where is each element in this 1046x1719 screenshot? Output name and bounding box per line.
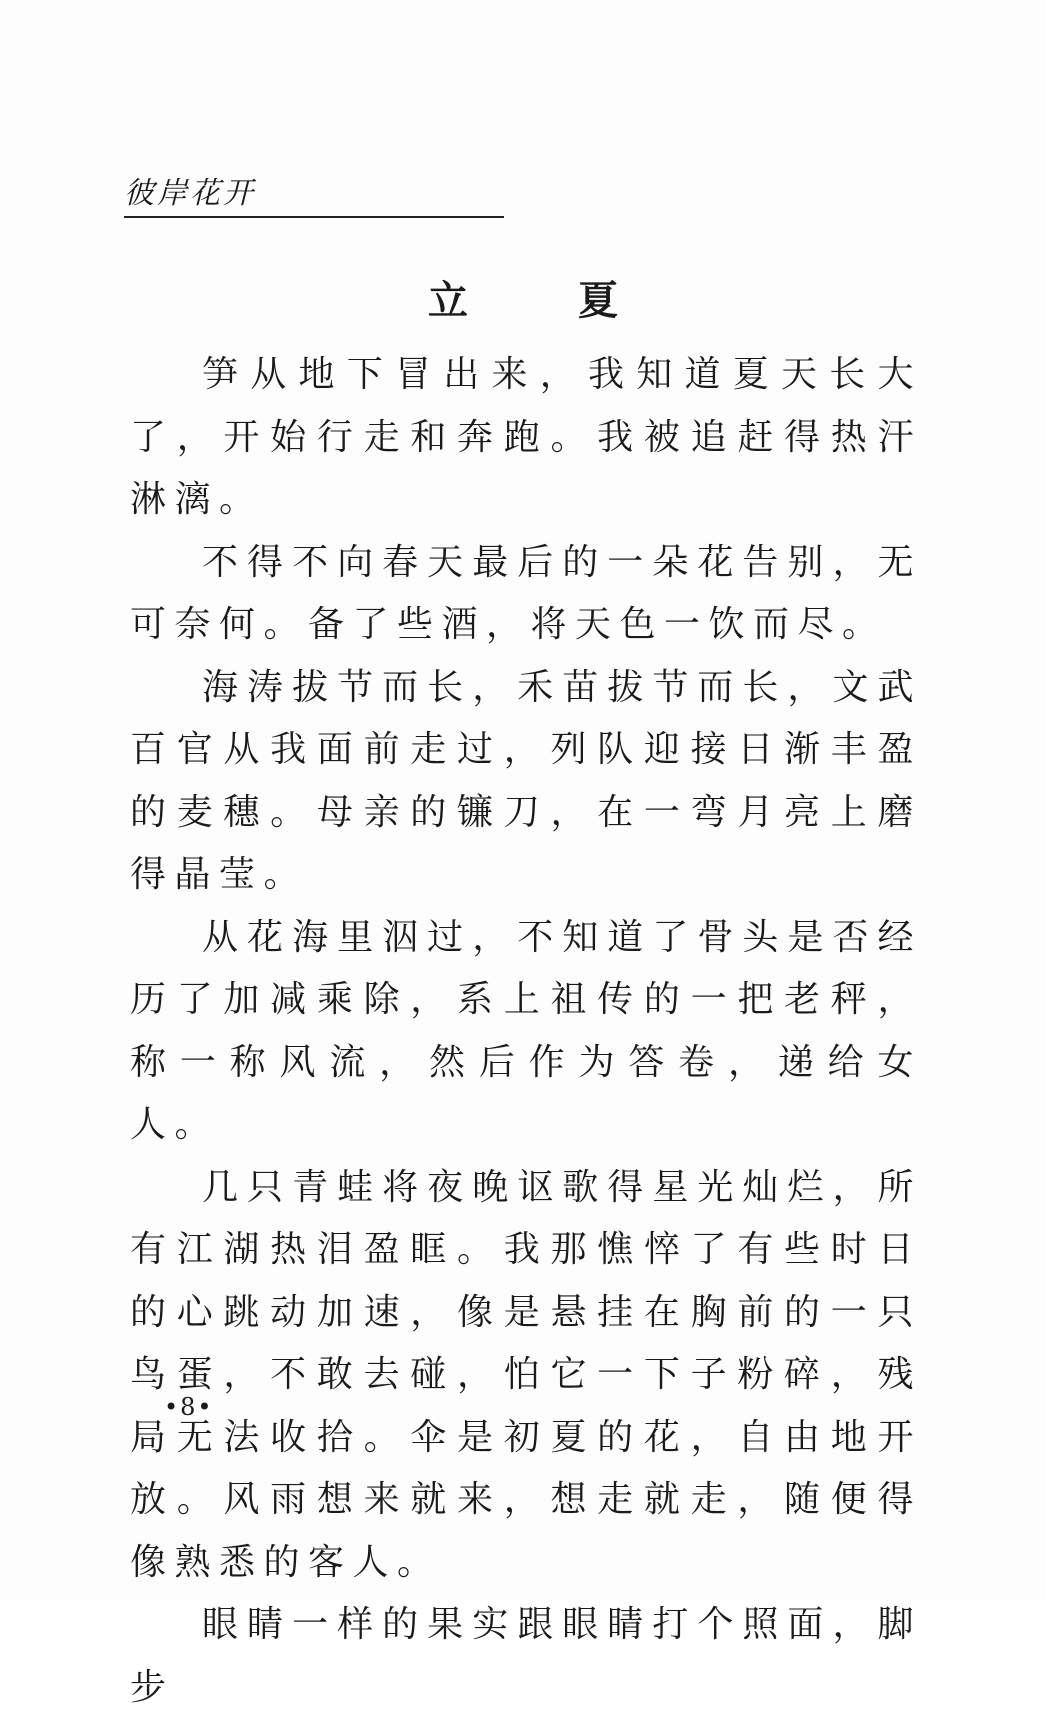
- book-title: 彼岸花开: [124, 176, 256, 211]
- paragraph: 不得不向春天最后的一朵花告别，无可奈何。备了些酒，将天色一饮而尽。: [130, 541, 922, 645]
- body-text: [130, 344, 922, 1719]
- chapter-title: 立 夏: [428, 277, 666, 324]
- running-header: [124, 176, 504, 218]
- paragraph: 眼睛一样的果实跟眼睛打个照面，脚步: [130, 1604, 922, 1708]
- page-number: •8•: [164, 1393, 214, 1421]
- paragraph: 海涛拔节而长，禾苗拔节而长，文武百官从我面前走过，列队迎接日渐丰盈的麦穗。母亲的镰刀，在一弯月亮上磨得晶莹。: [130, 666, 922, 895]
- paragraph: 几只青蛙将夜晚讴歌得星光灿烂，所有江湖热泪盈眶。我那憔悴了有些时日的心跳动加速，像是悬挂在胸前的一只鸟蛋，不敢去碰，怕它一下子粉碎，残局无法收拾。伞是初夏的花，自由地开放。风雨想来就来，想走就走，随便得像熟悉的客人。: [130, 1166, 922, 1583]
- paragraph: 从花海里泅过，不知道了骨头是否经历了加减乘除，系上祖传的一把老秤，称一称风流，然后作为答卷，递给女人。: [130, 916, 922, 1145]
- header-rule: [124, 216, 504, 218]
- paragraph: 笋从地下冒出来，我知道夏天长大了，开始行走和奔跑。我被追赶得热汗淋漓。: [130, 354, 922, 520]
